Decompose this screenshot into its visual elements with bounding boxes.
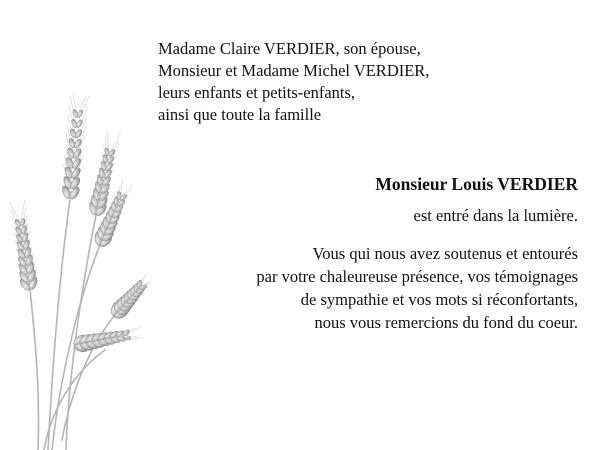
family-line-1: Madame Claire VERDIER, son épouse, xyxy=(158,39,421,58)
thanks-block xyxy=(256,242,578,334)
family-line-4: ainsi que toute la famille xyxy=(158,105,322,124)
family-line-2: Monsieur et Madame Michel VERDIER, xyxy=(158,61,430,80)
thanks-line-1: Vous qui nous avez soutenus et entourés xyxy=(312,244,578,263)
thanks-line-3: de sympathie et vos mots si réconfortants, xyxy=(300,290,578,309)
family-block xyxy=(158,38,429,126)
wheat-icon xyxy=(0,95,150,450)
wheat-ear xyxy=(10,200,39,292)
wheat-ear xyxy=(61,95,90,201)
family-line-3: leurs enfants et petits-enfants, xyxy=(158,83,356,102)
wheat-stem xyxy=(48,200,70,450)
announcement-text: est entré dans la lumière. xyxy=(413,206,578,225)
thanks-line-2: par votre chaleureuse présence, vos témoignages xyxy=(256,267,578,286)
wheat-ear xyxy=(110,274,150,320)
wheat-stem xyxy=(66,215,96,450)
wheat-stem xyxy=(30,290,39,450)
thanks-line-4: nous vous remercions du fond du coeur. xyxy=(314,313,578,332)
deceased-name: Monsieur Louis VERDIER xyxy=(375,174,578,194)
wheat-ear xyxy=(72,326,144,353)
